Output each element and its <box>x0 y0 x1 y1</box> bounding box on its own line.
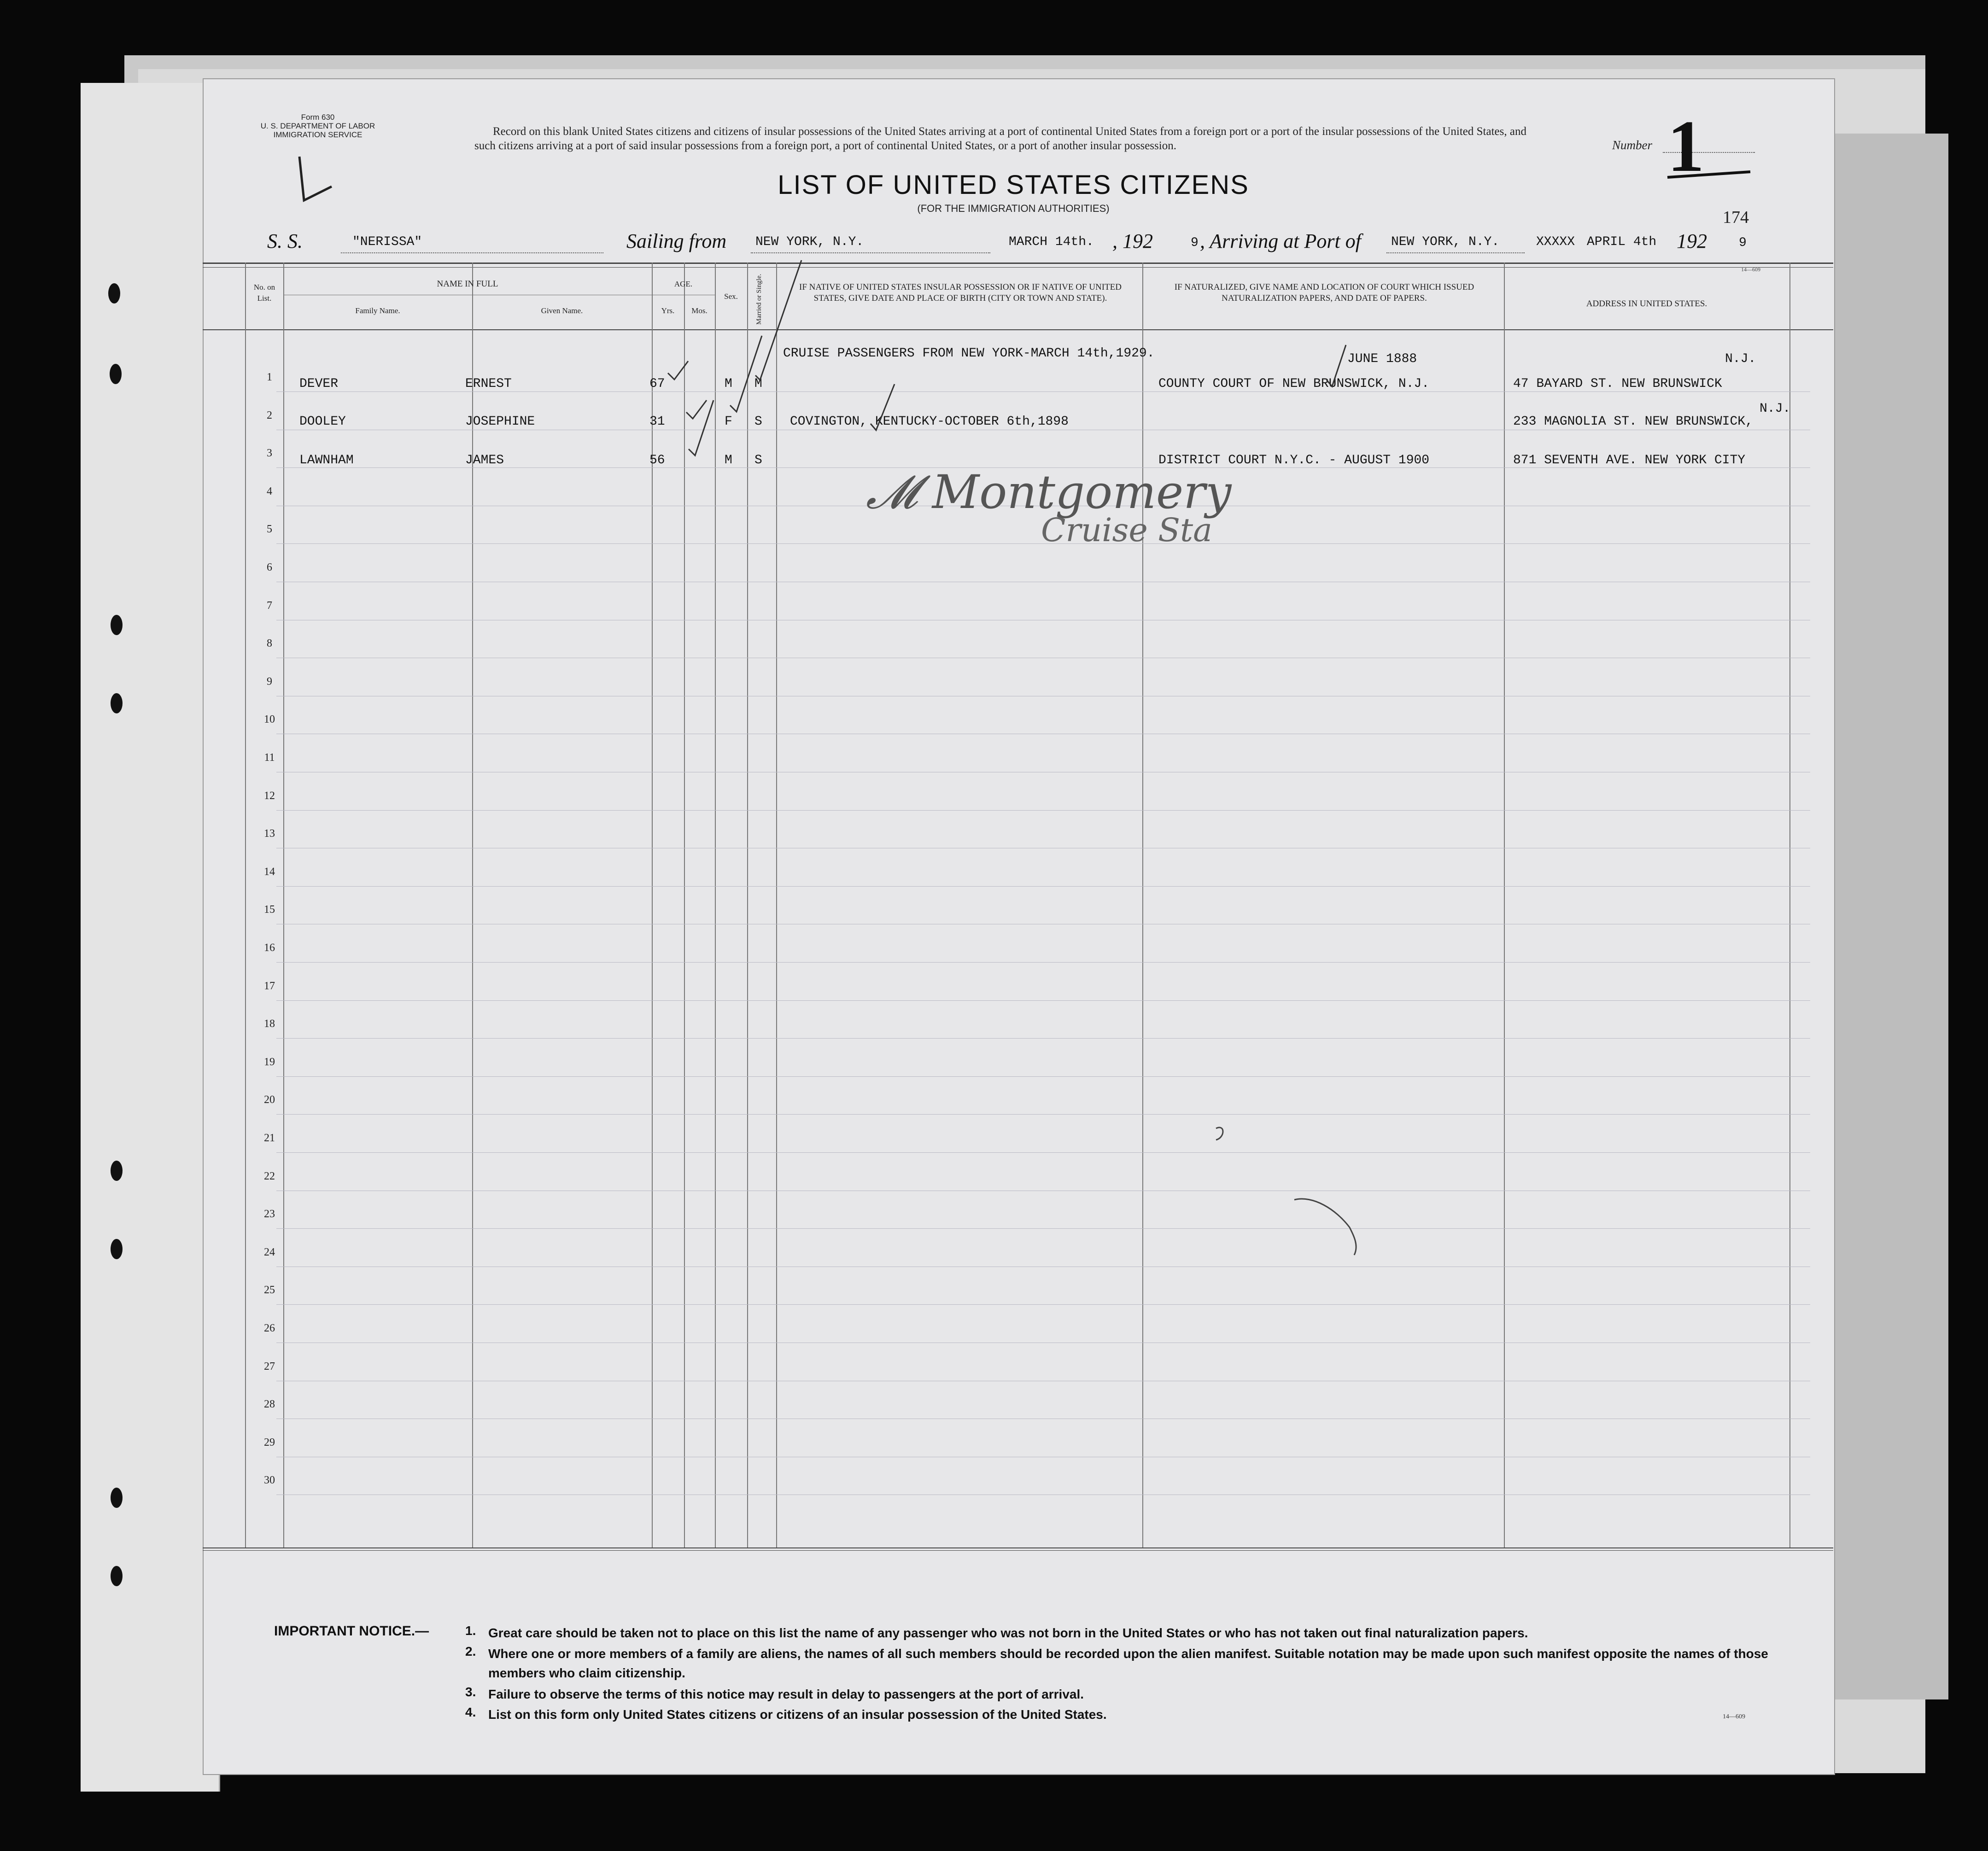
given-name-3: JAMES <box>465 453 504 467</box>
header-months: Mos. <box>691 306 707 315</box>
stray-mark <box>1216 1127 1223 1140</box>
given-name-2: JOSEPHINE <box>465 415 535 429</box>
row-number: 25 <box>264 1284 275 1296</box>
check-mark <box>755 260 801 380</box>
row-number: 2 <box>267 409 272 421</box>
given-name-1: ERNEST <box>465 377 512 391</box>
inspector-signature <box>783 465 1244 585</box>
row-number: 7 <box>267 599 272 612</box>
signature-image: 𝓜 Montgomery <box>866 465 1232 519</box>
row-number: 20 <box>264 1094 275 1106</box>
row-number: 3 <box>267 447 272 460</box>
check-mark <box>730 336 762 412</box>
departure-date: MARCH 14th. <box>1009 235 1094 249</box>
number-label: Number <box>1612 138 1652 152</box>
row-number: 11 <box>264 752 275 764</box>
row-number: 6 <box>267 561 272 573</box>
department-name: U. S. DEPARTMENT OF LABOR <box>260 122 375 130</box>
age-years-1: 67 <box>649 377 665 391</box>
year-digit-1: 9 <box>1191 236 1199 250</box>
page-title: LIST OF UNITED STATES CITIZENS <box>778 170 1249 200</box>
age-years-2: 31 <box>649 415 665 429</box>
year-label-2: 192 <box>1677 230 1707 252</box>
row-number: 24 <box>264 1246 275 1258</box>
header-code: 14—609 <box>1741 266 1760 273</box>
row-number: 30 <box>264 1474 275 1487</box>
family-name-3: LAWNHAM <box>299 453 354 467</box>
list-number: 1 <box>1667 105 1704 187</box>
address-2: 233 MAGNOLIA ST. NEW BRUNSWICK, <box>1513 415 1753 429</box>
service-name: IMMIGRATION SERVICE <box>273 130 363 139</box>
notice-item-3: Failure to observe the terms of this notice may result in delay to passengers at the port of arrival. <box>488 1687 1084 1701</box>
age-years-3: 56 <box>649 453 665 467</box>
row-number: 22 <box>264 1170 275 1182</box>
row-number: 27 <box>264 1360 275 1372</box>
row-number: 18 <box>264 1018 275 1030</box>
page-number: 174 <box>1723 208 1749 227</box>
header-native: IF NATIVE OF UNITED STATES INSULAR POSSESSION OR IF NATIVE OF UNITED STATES, GIVE DATE AND PLACE OF BIRTH (CITY OR TOWN AND STATE). <box>799 282 1122 303</box>
notice-title: IMPORTANT NOTICE.— <box>274 1623 429 1639</box>
row-number: 29 <box>264 1436 275 1448</box>
naturalization-court-1: COUNTY COURT OF NEW BRUNSWICK, N.J. <box>1158 377 1430 391</box>
row-number: 8 <box>267 637 272 650</box>
notice-item-2: Where one or more members of a family are aliens, the names of all such members should be recorded upon the alien manifest. Suitable notation may be made upon such manifest opposite the names of those members who claim citizenship. <box>488 1647 1768 1680</box>
check-mark <box>299 157 332 200</box>
form-number: Form 630 <box>301 113 335 122</box>
signature-note-image: Cruise Sta <box>1041 511 1212 549</box>
sex-2: F <box>725 415 732 429</box>
row-number: 26 <box>264 1322 275 1334</box>
header-no-on-list: No. on List. <box>253 283 275 303</box>
notice-number-4: 4. <box>465 1705 476 1719</box>
stray-mark <box>1294 1199 1356 1255</box>
row-number: 5 <box>267 523 272 536</box>
row-number: 16 <box>264 942 275 954</box>
sex-1: M <box>725 377 732 391</box>
arrival-date: APRIL 4th <box>1587 235 1657 249</box>
notice-item-1: Great care should be taken not to place on this list the name of any passenger who was not born in the United States or who has not taken out final naturalization papers. <box>488 1626 1528 1640</box>
check-mark <box>686 400 707 419</box>
check-mark <box>871 384 895 430</box>
sailing-from-label: Sailing from <box>626 230 727 252</box>
sex-3: M <box>725 453 732 467</box>
notice-number-2: 2. <box>465 1644 476 1658</box>
address-3: 871 SEVENTH AVE. NEW YORK CITY <box>1513 453 1746 467</box>
arriving-label: , Arriving at Port of <box>1200 230 1361 252</box>
row-number: 15 <box>264 904 275 916</box>
row-number: 1 <box>267 371 272 383</box>
arrival-port: NEW YORK, N.Y. <box>1391 235 1500 249</box>
header-family-name: Family Name. <box>355 306 400 315</box>
notice-number-1: 1. <box>465 1623 476 1638</box>
row-number: 17 <box>264 980 275 992</box>
notice-item-4: List on this form only United States citizens or citizens of an insular possession of the United States. <box>488 1707 1107 1722</box>
status-1: M <box>754 377 762 391</box>
birth-place-date-2: COVINGTON, KENTUCKY-OCTOBER 6th,1898 <box>790 415 1069 429</box>
row-number: 13 <box>264 828 275 840</box>
departure-port: NEW YORK, N.Y. <box>755 235 864 249</box>
row-number: 21 <box>264 1132 275 1144</box>
status-3: S <box>754 453 762 467</box>
year-label-1: , 192 <box>1112 230 1153 252</box>
header-naturalized: IF NATURALIZED, GIVE NAME AND LOCATION OF COURT WHICH ISSUED NATURALIZATION PAPERS, AND DATE OF PAPERS. <box>1174 282 1474 303</box>
row-number: 19 <box>264 1056 275 1068</box>
footer-code: 14—609 <box>1723 1713 1745 1720</box>
row-number: 28 <box>264 1398 275 1411</box>
year-digit-2: 9 <box>1739 236 1747 250</box>
row-number: 12 <box>264 789 275 802</box>
header-sex: Sex. <box>724 292 738 301</box>
check-mark <box>668 361 688 380</box>
naturalization-court-3: DISTRICT COURT N.Y.C. - AUGUST 1900 <box>1158 453 1430 467</box>
header-name-in-full: NAME IN FULL <box>437 279 498 289</box>
notice-number-3: 3. <box>465 1685 476 1699</box>
ship-name: "NERISSA" <box>352 235 422 249</box>
address-state-1: N.J. <box>1725 352 1756 366</box>
row-number: 23 <box>264 1208 275 1220</box>
row-number: 4 <box>267 485 272 497</box>
family-name-2: DOOLEY <box>299 415 346 429</box>
page-subtitle: (FOR THE IMMIGRATION AUTHORITIES) <box>917 203 1110 214</box>
struck-text: XXXXX <box>1536 235 1575 249</box>
ss-label: S. S. <box>267 230 303 252</box>
form-instructions: Record on this blank United States citizens and citizens of insular possessions of the United States arriving at a port of continental United States from a foreign port or a port of the insular possessions of the United States, and such citizens arriving at a port of said insular possessions from a foreign port, a port of continental United States, or a port of another insular possession. <box>474 125 1526 152</box>
header-given-name: Given Name. <box>541 306 583 315</box>
naturalization-date-1: JUNE 1888 <box>1347 352 1417 366</box>
cruise-note: CRUISE PASSENGERS FROM NEW YORK-MARCH 14th,1929. <box>783 346 1155 361</box>
row-number: 10 <box>264 713 275 726</box>
row-number: 14 <box>264 865 275 878</box>
status-2: S <box>754 415 762 429</box>
address-state-2: N.J. <box>1760 402 1791 416</box>
row-number: 9 <box>267 675 272 688</box>
number-underline <box>1667 172 1750 177</box>
header-age: AGE. <box>674 280 693 288</box>
family-name-1: DEVER <box>299 377 339 391</box>
header-address: ADDRESS IN UNITED STATES. <box>1586 299 1707 309</box>
header-years: Yrs. <box>661 306 675 315</box>
header-married: Married or Single. <box>755 274 763 325</box>
address-1: 47 BAYARD ST. NEW BRUNSWICK <box>1513 377 1722 391</box>
check-mark <box>1327 345 1346 386</box>
